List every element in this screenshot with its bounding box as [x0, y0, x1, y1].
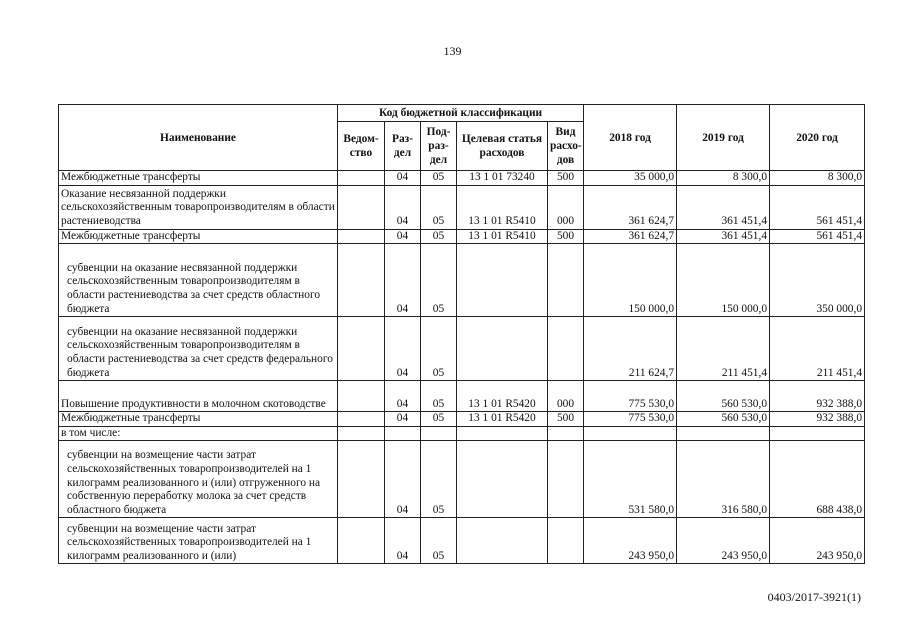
row-value-2018: 150 000,0 — [584, 244, 677, 317]
row-podrazdel: 05 — [421, 518, 457, 564]
row-value-2020: 350 000,0 — [770, 244, 865, 317]
row-vid-rashodov: 500 — [548, 412, 584, 427]
table-row — [59, 441, 865, 518]
row-razdel: 04 — [385, 412, 421, 427]
row-value-2019: 361 451,4 — [677, 185, 770, 229]
table-row — [59, 381, 865, 412]
row-vedomstvo — [338, 441, 385, 518]
header-vedomstvo: Ведом-ство — [338, 122, 385, 171]
row-value-2019: 8 300,0 — [677, 171, 770, 186]
row-podrazdel: 05 — [421, 171, 457, 186]
row-value-2019: 560 530,0 — [677, 381, 770, 412]
row-vid-rashodov — [548, 426, 584, 441]
row-value-2018 — [584, 426, 677, 441]
row-vid-rashodov — [548, 441, 584, 518]
row-name: Межбюджетные трансферты — [59, 229, 338, 244]
row-vid-rashodov — [548, 244, 584, 317]
budget-table — [58, 104, 865, 564]
row-celevaya-statya: 13 1 01 R5420 — [457, 412, 548, 427]
header-vid-rashodov: Вид расхо-дов — [548, 122, 584, 171]
row-celevaya-statya — [457, 426, 548, 441]
row-vid-rashodov — [548, 518, 584, 564]
row-vedomstvo — [338, 244, 385, 317]
row-value-2018: 361 624,7 — [584, 185, 677, 229]
row-value-2020: 932 388,0 — [770, 412, 865, 427]
row-vedomstvo — [338, 518, 385, 564]
row-podrazdel: 05 — [421, 441, 457, 518]
row-celevaya-statya: 13 1 01 73240 — [457, 171, 548, 186]
row-value-2020 — [770, 426, 865, 441]
row-name: в том числе: — [59, 426, 338, 441]
row-podrazdel: 05 — [421, 229, 457, 244]
row-celevaya-statya: 13 1 01 R5410 — [457, 229, 548, 244]
row-razdel: 04 — [385, 185, 421, 229]
row-razdel: 04 — [385, 244, 421, 317]
row-vid-rashodov — [548, 317, 584, 381]
row-vid-rashodov: 000 — [548, 381, 584, 412]
row-vedomstvo — [338, 412, 385, 427]
table-row — [59, 518, 865, 564]
header-year-2019: 2019 год — [677, 105, 770, 171]
header-razdel: Раз-дел — [385, 122, 421, 171]
row-value-2019: 150 000,0 — [677, 244, 770, 317]
table-row — [59, 412, 865, 427]
row-value-2018: 775 530,0 — [584, 381, 677, 412]
row-vedomstvo — [338, 426, 385, 441]
row-vid-rashodov: 500 — [548, 171, 584, 186]
row-value-2020: 561 451,4 — [770, 185, 865, 229]
header-name: Наименование — [59, 105, 338, 171]
row-value-2020: 561 451,4 — [770, 229, 865, 244]
row-razdel: 04 — [385, 229, 421, 244]
row-celevaya-statya — [457, 441, 548, 518]
row-name: субвенции на возмещение части затрат сельскохозяйственных товаропроизводителей на 1 килограмм реализованного и (или) отгруженного на собственную переработку молока за счет средств областного бюджета — [59, 441, 338, 518]
row-vedomstvo — [338, 381, 385, 412]
row-celevaya-statya — [457, 518, 548, 564]
document-code: 0403/2017-3921(1) — [767, 590, 861, 604]
header-classification-code: Код бюджетной классификации — [338, 105, 584, 122]
row-value-2019 — [677, 426, 770, 441]
row-celevaya-statya: 13 1 01 R5410 — [457, 185, 548, 229]
row-celevaya-statya — [457, 317, 548, 381]
row-name: Оказание несвязанной поддержки сельскохозяйственным товаропроизводителям в области растениеводства — [59, 185, 338, 229]
table-row — [59, 185, 865, 229]
row-podrazdel: 05 — [421, 185, 457, 229]
row-razdel: 04 — [385, 317, 421, 381]
row-name: Повышение продуктивности в молочном скотоводстве — [59, 381, 338, 412]
row-value-2018: 35 000,0 — [584, 171, 677, 186]
row-value-2018: 531 580,0 — [584, 441, 677, 518]
row-podrazdel: 05 — [421, 317, 457, 381]
table-row — [59, 426, 865, 441]
table-row — [59, 317, 865, 381]
header-year-2020: 2020 год — [770, 105, 865, 171]
row-vid-rashodov: 500 — [548, 229, 584, 244]
row-vedomstvo — [338, 171, 385, 186]
row-name: субвенции на возмещение части затрат сельскохозяйственных товаропроизводителей на 1 килограмм реализованного и (или) — [59, 518, 338, 564]
row-razdel: 04 — [385, 518, 421, 564]
row-celevaya-statya — [457, 244, 548, 317]
row-podrazdel: 05 — [421, 381, 457, 412]
row-value-2018: 243 950,0 — [584, 518, 677, 564]
row-vid-rashodov: 000 — [548, 185, 584, 229]
table-row — [59, 171, 865, 186]
row-value-2019: 361 451,4 — [677, 229, 770, 244]
row-value-2018: 775 530,0 — [584, 412, 677, 427]
page-number: 139 — [443, 44, 462, 58]
row-value-2020: 243 950,0 — [770, 518, 865, 564]
row-vedomstvo — [338, 317, 385, 381]
row-name: Межбюджетные трансферты — [59, 412, 338, 427]
row-razdel — [385, 426, 421, 441]
row-value-2018: 361 624,7 — [584, 229, 677, 244]
row-value-2020: 688 438,0 — [770, 441, 865, 518]
row-name: субвенции на оказание несвязанной поддержки сельскохозяйственным товаропроизводителям в области растениеводства за счет средств областного бюджета — [59, 244, 338, 317]
table-row — [59, 229, 865, 244]
table-row — [59, 244, 865, 317]
row-vedomstvo — [338, 185, 385, 229]
row-value-2019: 560 530,0 — [677, 412, 770, 427]
row-value-2019: 243 950,0 — [677, 518, 770, 564]
header-celevaya-statya: Целевая статья расходов — [457, 122, 548, 171]
row-celevaya-statya: 13 1 01 R5420 — [457, 381, 548, 412]
row-name: Межбюджетные трансферты — [59, 171, 338, 186]
row-value-2020: 211 451,4 — [770, 317, 865, 381]
row-value-2020: 8 300,0 — [770, 171, 865, 186]
row-value-2019: 316 580,0 — [677, 441, 770, 518]
row-value-2019: 211 451,4 — [677, 317, 770, 381]
row-vedomstvo — [338, 229, 385, 244]
header-year-2018: 2018 год — [584, 105, 677, 171]
row-razdel: 04 — [385, 381, 421, 412]
row-podrazdel: 05 — [421, 412, 457, 427]
row-value-2018: 211 624,7 — [584, 317, 677, 381]
row-razdel: 04 — [385, 171, 421, 186]
row-razdel: 04 — [385, 441, 421, 518]
row-podrazdel — [421, 426, 457, 441]
row-value-2020: 932 388,0 — [770, 381, 865, 412]
row-podrazdel: 05 — [421, 244, 457, 317]
row-name: субвенции на оказание несвязанной поддержки сельскохозяйственным товаропроизводителям в области растениеводства за счет средств федерального бюджета — [59, 317, 338, 381]
header-podrazdel: Под-раз-дел — [421, 122, 457, 171]
